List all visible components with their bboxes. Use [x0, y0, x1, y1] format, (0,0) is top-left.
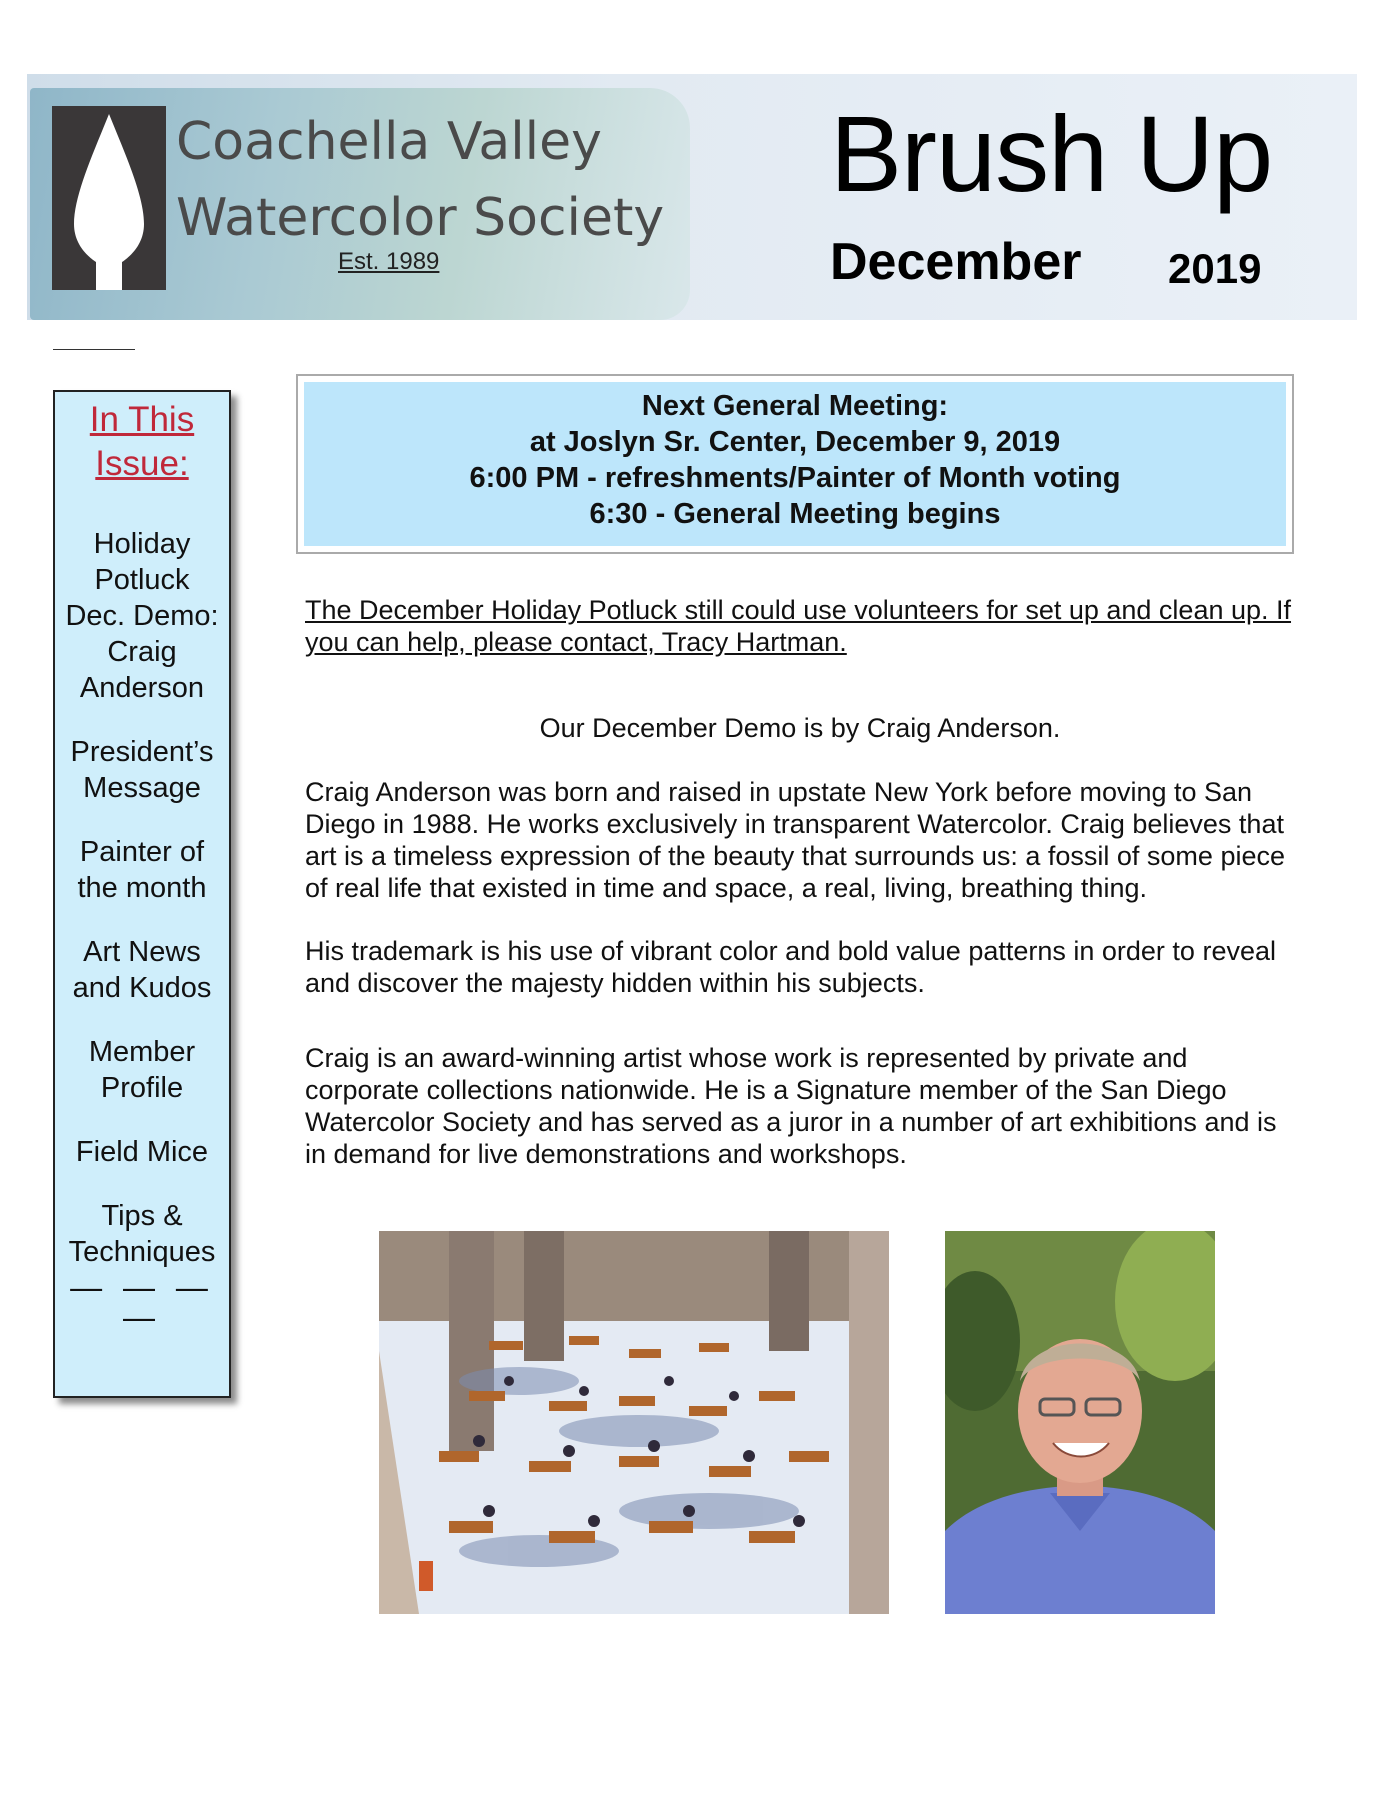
newsletter-title: Brush Up: [830, 93, 1273, 214]
sidebar-item-line: Painter of: [79, 836, 205, 868]
sidebar-item-line: Potluck: [94, 564, 190, 596]
cafe-watercolor-painting-image: [379, 1231, 889, 1614]
sidebar-item-line: Dec. Demo:: [65, 600, 219, 632]
short-divider: [53, 349, 135, 350]
sidebar-item-line: Member: [88, 1036, 196, 1068]
sidebar-item-line: and Kudos: [72, 972, 212, 1004]
artist-bio-paragraph: His trademark is his use of vibrant color and bold value patterns in order to reveal and discover the majesty hidden within his subjects.: [305, 936, 1276, 998]
paintbrush-tip-logo-icon: [52, 106, 166, 290]
meeting-location-date: at Joslyn Sr. Center, December 9, 2019: [529, 426, 1061, 458]
next-meeting-box: [304, 382, 1286, 546]
issue-month: December: [830, 233, 1082, 291]
sidebar-item-line: Craig: [107, 636, 177, 668]
sidebar-item-presidents-message: [55, 734, 229, 806]
sidebar-item-line: President’s: [70, 736, 214, 768]
sidebar-item-field-mice: [55, 1134, 229, 1170]
sidebar-item-line: Holiday: [93, 528, 191, 560]
sidebar-item-line: Techniques: [68, 1236, 216, 1268]
sidebar-item-line: Field Mice: [75, 1136, 209, 1168]
artist-portrait-photo: [945, 1231, 1215, 1614]
artist-bio-paragraph: Craig Anderson was born and raised in upstate New York before moving to San Diego in 1988. He works exclusively in transparent Watercolor. Craig believes that art is a timeless expression of the beauty that surrounds us: a fossil of some piece of real life that existed in time and space, a real, living, breathing thing.: [305, 777, 1285, 903]
sidebar-item-line: Message: [83, 772, 201, 804]
meeting-heading: Next General Meeting:: [641, 390, 949, 422]
sidebar-item-dec-demo: [55, 598, 229, 706]
sidebar-item-line: the month: [77, 872, 207, 904]
artist-bio-paragraph: Craig is an award-winning artist whose work is represented by private and corporate collections nationwide. He is a Signature member of the San Diego Watercolor Society and has served as a juror in a number of art exhibitions and is in demand for live demonstrations and workshops.: [305, 1043, 1277, 1169]
sidebar-heading-line: In This: [89, 400, 195, 439]
in-this-issue-sidebar: [53, 390, 231, 1398]
org-name-line-2: Watercolor Society: [176, 188, 665, 248]
potluck-volunteer-notice: The December Holiday Potluck still could use volunteers for set up and clean up. If you can help, please contact, Tracy Hartman.: [305, 595, 1292, 657]
sidebar-item-line: Anderson: [79, 672, 205, 704]
sidebar-item-line: Art News: [83, 936, 201, 968]
meeting-start-time: 6:30 - General Meeting begins: [589, 498, 1001, 530]
sidebar-item-line: Profile: [100, 1072, 184, 1104]
org-name-line-1: Coachella Valley: [176, 112, 602, 172]
sidebar-item-tips-techniques: [55, 1198, 229, 1270]
sidebar-dashes: — — — —: [70, 1269, 214, 1335]
sidebar-item-holiday-potluck: [55, 526, 229, 598]
sidebar-item-art-news: [55, 934, 229, 1006]
sidebar-item-member-profile: [55, 1034, 229, 1106]
sidebar-heading: [55, 398, 229, 486]
issue-year: 2019: [1168, 245, 1262, 292]
sidebar-item-painter-of-month: [55, 834, 229, 906]
meeting-refreshments-time: 6:00 PM - refreshments/Painter of Month voting: [469, 462, 1121, 494]
established-date: Est. 1989: [338, 248, 440, 275]
sidebar-heading-line: Issue:: [95, 444, 189, 483]
demo-intro: Our December Demo is by Craig Anderson.: [539, 713, 1061, 743]
sidebar-item-line: Tips &: [101, 1200, 183, 1232]
